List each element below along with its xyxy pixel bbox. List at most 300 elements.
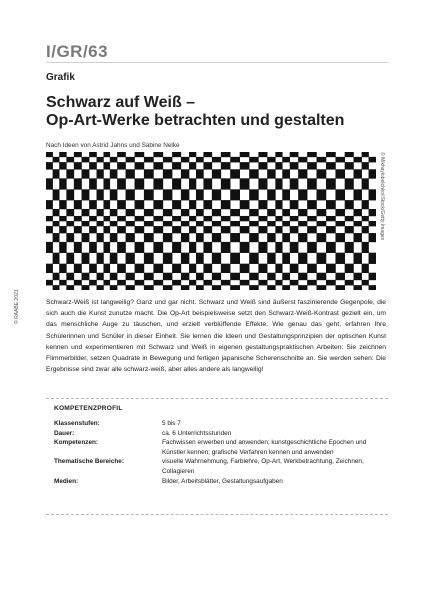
- op-art-square: [258, 226, 267, 233]
- profile-row-media: [54, 477, 374, 487]
- op-art-square: [335, 273, 345, 280]
- profile-value: Bilder, Arbeitsblätter, Gestaltungsaufgaben: [162, 477, 283, 485]
- publisher-copyright: [14, 288, 22, 328]
- op-art-square: [196, 169, 204, 178]
- op-art-square: [163, 221, 173, 226]
- op-art-square: [362, 152, 369, 157]
- op-art-square: [46, 242, 53, 253]
- op-art-square: [316, 233, 326, 242]
- op-art-square: [59, 226, 66, 233]
- op-art-square: [153, 162, 163, 169]
- profile-value: ca. 6 Unterrichtsstunden: [162, 429, 232, 437]
- op-art-square: [97, 189, 104, 200]
- op-art-square: [275, 242, 282, 253]
- op-art-square: [144, 157, 154, 163]
- op-art-square: [46, 280, 53, 286]
- profile-label: Medien:: [54, 477, 79, 485]
- unit-code: I/GR/63: [46, 42, 109, 61]
- op-art-square: [153, 242, 163, 253]
- op-art-square: [282, 253, 290, 264]
- op-art-square: [82, 233, 90, 242]
- op-art-square: [66, 169, 74, 178]
- op-art-square: [249, 209, 259, 216]
- op-art-square: [103, 280, 110, 286]
- op-art-square: [110, 169, 118, 178]
- op-art-square: [153, 200, 163, 209]
- op-art-checkerboard: [46, 152, 376, 290]
- op-art-square: [189, 152, 196, 157]
- op-art-square: [307, 162, 317, 169]
- op-art-square: [53, 209, 60, 216]
- op-art-square: [110, 189, 118, 200]
- op-art-square: [66, 221, 74, 226]
- op-art-square: [362, 162, 369, 169]
- profile-label: Klassenstufen:: [54, 420, 100, 427]
- op-art-square: [353, 253, 361, 264]
- op-art-square: [117, 152, 126, 157]
- op-art-square: [316, 157, 326, 163]
- op-art-square: [135, 280, 145, 286]
- op-art-square: [103, 200, 110, 209]
- op-art-image: [46, 152, 376, 290]
- op-art-square: [172, 216, 181, 221]
- op-art-square: [212, 157, 221, 163]
- op-art-square: [163, 189, 173, 200]
- op-art-square: [230, 169, 240, 178]
- op-art-square: [59, 162, 66, 169]
- op-art-square: [163, 253, 173, 264]
- op-art-square: [282, 209, 290, 216]
- op-art-square: [126, 233, 135, 242]
- op-art-square: [163, 233, 173, 242]
- profile-label: Kompetenzen:: [54, 439, 99, 447]
- op-art-square: [307, 152, 317, 157]
- op-art-square: [249, 169, 259, 178]
- competence-profile: [54, 419, 374, 486]
- op-art-square: [126, 253, 135, 264]
- op-art-square: [230, 285, 240, 290]
- op-art-square: [267, 169, 275, 178]
- profile-top-divider: [46, 398, 388, 399]
- op-art-square: [163, 157, 173, 163]
- op-art-square: [267, 273, 275, 280]
- op-art-square: [153, 280, 163, 286]
- op-art-square: [163, 209, 173, 216]
- op-art-square: [103, 178, 110, 189]
- op-art-square: [230, 157, 240, 163]
- op-art-square: [275, 226, 282, 233]
- op-art-square: [74, 162, 82, 169]
- op-art-square: [290, 226, 299, 233]
- op-art-square: [196, 253, 204, 264]
- op-art-square: [369, 233, 376, 242]
- op-art-square: [267, 285, 275, 290]
- op-art-square: [117, 178, 126, 189]
- op-art-square: [66, 189, 74, 200]
- op-art-square: [267, 189, 275, 200]
- op-art-square: [59, 216, 66, 221]
- op-art-square: [82, 273, 90, 280]
- op-art-square: [89, 226, 97, 233]
- op-art-square: [196, 157, 204, 163]
- op-art-square: [369, 209, 376, 216]
- op-art-square: [345, 178, 354, 189]
- op-art-square: [326, 200, 336, 209]
- op-art-square: [89, 178, 97, 189]
- op-art-square: [298, 209, 307, 216]
- op-art-square: [353, 189, 361, 200]
- op-art-square: [189, 280, 196, 286]
- op-art-square: [135, 216, 145, 221]
- op-art-square: [82, 157, 90, 163]
- op-art-square: [163, 169, 173, 178]
- header-divider: [46, 62, 388, 63]
- op-art-square: [89, 216, 97, 221]
- op-art-square: [59, 280, 66, 286]
- op-art-square: [59, 178, 66, 189]
- op-art-square: [290, 178, 299, 189]
- op-art-square: [326, 264, 336, 273]
- op-art-square: [230, 209, 240, 216]
- op-art-square: [66, 253, 74, 264]
- op-art-square: [240, 280, 250, 286]
- intro-paragraph: Schwarz-Weiß ist langweilig? Ganz und gar nicht. Schwarz und Weiß sind äußerst faszinierende Gegenpole, die sich auch die Kunst zunutze macht. Die Op-Art beispielsweise setzt den Schwarz-Weiß-Kontrast gezielt ein, um das menschliche Auge zu täuschen, und erzielt verblüffende Effekte. Wie genau das geht, erfahren Ihre Schülerinnen und Schüler in dieser Einheit. Sie lernen die Ideen und Gestaltungsprinzipien der optischen Kunst kennen und experimentieren mit Schwarz und Weiß in eigenen gestaltungspraktischen Arbeiten: Sie zeichnen Flimmerbilder, setzen Quadrate in Bewegung und fertigen japanische Scherenschnitte an. Sie werden sehen: Die Ergebnisse sind zwar alle schwarz-weiß, aber alles andere als langweilig!: [46, 299, 386, 374]
- op-art-square: [316, 253, 326, 264]
- op-art-square: [345, 264, 354, 273]
- op-art-square: [240, 264, 250, 273]
- op-art-square: [172, 280, 181, 286]
- op-art-square: [126, 189, 135, 200]
- op-art-square: [345, 226, 354, 233]
- op-art-square: [275, 280, 282, 286]
- op-art-square: [46, 178, 53, 189]
- op-art-square: [117, 162, 126, 169]
- op-art-square: [326, 280, 336, 286]
- authors-line: Nach Ideen von Astrid Jahns und Sabine Nelke: [46, 142, 180, 149]
- op-art-square: [66, 233, 74, 242]
- op-art-square: [230, 253, 240, 264]
- op-art-square: [290, 200, 299, 209]
- op-art-square: [298, 233, 307, 242]
- op-art-square: [307, 178, 317, 189]
- op-art-square: [221, 242, 231, 253]
- op-art-square: [362, 178, 369, 189]
- op-art-square: [335, 221, 345, 226]
- op-art-square: [126, 285, 135, 290]
- op-art-square: [230, 273, 240, 280]
- op-art-square: [203, 178, 212, 189]
- op-art-square: [97, 209, 104, 216]
- op-art-square: [290, 264, 299, 273]
- op-art-square: [53, 233, 60, 242]
- op-art-square: [110, 157, 118, 163]
- op-art-square: [249, 233, 259, 242]
- op-art-square: [212, 233, 221, 242]
- op-art-square: [117, 280, 126, 286]
- op-art-square: [181, 169, 189, 178]
- op-art-square: [144, 189, 154, 200]
- op-art-square: [172, 242, 181, 253]
- op-art-square: [97, 253, 104, 264]
- op-art-square: [126, 157, 135, 163]
- op-art-square: [153, 264, 163, 273]
- op-art-square: [103, 162, 110, 169]
- op-art-square: [267, 157, 275, 163]
- op-art-square: [181, 189, 189, 200]
- op-art-square: [144, 285, 154, 290]
- op-art-square: [172, 200, 181, 209]
- op-art-square: [135, 178, 145, 189]
- op-art-square: [144, 209, 154, 216]
- op-art-square: [258, 162, 267, 169]
- op-art-square: [110, 209, 118, 216]
- op-art-square: [53, 169, 60, 178]
- op-art-square: [307, 216, 317, 221]
- op-art-square: [203, 200, 212, 209]
- op-art-square: [74, 178, 82, 189]
- op-art-square: [46, 200, 53, 209]
- op-art-square: [353, 157, 361, 163]
- op-art-square: [46, 216, 53, 221]
- profile-row-topics: [54, 457, 374, 476]
- op-art-square: [326, 216, 336, 221]
- op-art-square: [82, 285, 90, 290]
- op-art-square: [172, 226, 181, 233]
- op-art-square: [326, 162, 336, 169]
- op-art-square: [196, 273, 204, 280]
- op-art-square: [267, 253, 275, 264]
- op-art-square: [97, 273, 104, 280]
- op-art-square: [267, 233, 275, 242]
- op-art-square: [196, 233, 204, 242]
- op-art-square: [97, 157, 104, 163]
- op-art-square: [369, 285, 376, 290]
- op-art-square: [103, 216, 110, 221]
- op-art-square: [282, 233, 290, 242]
- op-art-square: [240, 152, 250, 157]
- op-art-square: [335, 285, 345, 290]
- op-art-square: [82, 221, 90, 226]
- op-art-square: [353, 285, 361, 290]
- op-art-square: [230, 221, 240, 226]
- op-art-square: [249, 285, 259, 290]
- op-art-square: [212, 189, 221, 200]
- op-art-square: [369, 189, 376, 200]
- op-art-square: [53, 221, 60, 226]
- op-art-square: [353, 273, 361, 280]
- op-art-square: [240, 242, 250, 253]
- op-art-square: [117, 264, 126, 273]
- op-art-square: [298, 169, 307, 178]
- op-art-square: [82, 169, 90, 178]
- op-art-square: [258, 242, 267, 253]
- image-credit: [378, 152, 386, 290]
- profile-row-duration: [54, 429, 374, 439]
- op-art-square: [189, 226, 196, 233]
- op-art-square: [74, 242, 82, 253]
- op-art-square: [275, 152, 282, 157]
- op-art-square: [103, 152, 110, 157]
- profile-label: Thematische Bereiche:: [54, 458, 124, 466]
- op-art-square: [59, 152, 66, 157]
- op-art-square: [362, 200, 369, 209]
- op-art-square: [117, 200, 126, 209]
- op-art-square: [298, 157, 307, 163]
- op-art-square: [249, 253, 259, 264]
- op-art-square: [66, 209, 74, 216]
- op-art-square: [126, 221, 135, 226]
- op-art-square: [82, 209, 90, 216]
- op-art-square: [66, 273, 74, 280]
- op-art-square: [345, 200, 354, 209]
- op-art-square: [221, 162, 231, 169]
- op-art-square: [189, 178, 196, 189]
- op-art-square: [345, 162, 354, 169]
- op-art-square: [53, 157, 60, 163]
- op-art-square: [89, 280, 97, 286]
- op-art-square: [153, 226, 163, 233]
- op-art-square: [335, 253, 345, 264]
- op-art-square: [189, 200, 196, 209]
- op-art-square: [74, 200, 82, 209]
- op-art-square: [172, 264, 181, 273]
- op-art-square: [258, 178, 267, 189]
- op-art-square: [221, 226, 231, 233]
- op-art-square: [135, 226, 145, 233]
- op-art-square: [163, 273, 173, 280]
- op-art-square: [97, 233, 104, 242]
- op-art-square: [275, 162, 282, 169]
- op-art-square: [110, 233, 118, 242]
- op-art-square: [221, 280, 231, 286]
- op-art-square: [282, 169, 290, 178]
- op-art-square: [316, 285, 326, 290]
- op-art-square: [369, 221, 376, 226]
- op-art-square: [110, 221, 118, 226]
- op-art-square: [135, 242, 145, 253]
- op-art-square: [275, 264, 282, 273]
- op-art-square: [275, 200, 282, 209]
- op-art-square: [212, 209, 221, 216]
- op-art-square: [163, 285, 173, 290]
- op-art-square: [307, 264, 317, 273]
- op-art-square: [316, 189, 326, 200]
- op-art-square: [46, 152, 53, 157]
- op-art-square: [353, 209, 361, 216]
- op-art-square: [240, 162, 250, 169]
- profile-label: Dauer:: [54, 429, 75, 437]
- op-art-square: [275, 216, 282, 221]
- op-art-square: [316, 273, 326, 280]
- op-art-square: [196, 209, 204, 216]
- op-art-square: [189, 162, 196, 169]
- op-art-square: [353, 221, 361, 226]
- op-art-square: [353, 233, 361, 242]
- op-art-square: [89, 162, 97, 169]
- op-art-square: [196, 189, 204, 200]
- op-art-square: [369, 157, 376, 163]
- op-art-square: [249, 273, 259, 280]
- op-art-square: [267, 221, 275, 226]
- op-art-square: [144, 253, 154, 264]
- op-art-square: [212, 273, 221, 280]
- op-art-square: [362, 264, 369, 273]
- op-art-square: [353, 169, 361, 178]
- op-art-square: [53, 189, 60, 200]
- op-art-square: [153, 216, 163, 221]
- op-art-square: [230, 189, 240, 200]
- op-art-square: [362, 226, 369, 233]
- op-art-square: [345, 242, 354, 253]
- op-art-square: [275, 178, 282, 189]
- op-art-square: [258, 264, 267, 273]
- op-art-square: [326, 242, 336, 253]
- op-art-square: [369, 273, 376, 280]
- op-art-square: [97, 221, 104, 226]
- op-art-square: [298, 273, 307, 280]
- op-art-square: [82, 189, 90, 200]
- op-art-square: [240, 226, 250, 233]
- op-art-square: [66, 285, 74, 290]
- op-art-square: [59, 200, 66, 209]
- category-label: Grafik: [46, 72, 75, 83]
- op-art-square: [74, 280, 82, 286]
- op-art-square: [345, 152, 354, 157]
- op-art-square: [53, 253, 60, 264]
- profile-value: Fachwissen erwerben und anwenden; kunstgeschichtliche Epochen und Künstler kennen; grafische Verfahren kennen und anwenden: [162, 439, 367, 456]
- op-art-square: [117, 226, 126, 233]
- op-art-square: [189, 264, 196, 273]
- op-art-square: [335, 169, 345, 178]
- op-art-square: [59, 242, 66, 253]
- op-art-square: [135, 152, 145, 157]
- op-art-square: [53, 273, 60, 280]
- op-art-square: [172, 162, 181, 169]
- op-art-square: [181, 157, 189, 163]
- publisher-copyright-text: © RAABE 2021: [14, 289, 20, 324]
- op-art-square: [144, 233, 154, 242]
- op-art-square: [181, 285, 189, 290]
- op-art-square: [249, 221, 259, 226]
- op-art-square: [282, 157, 290, 163]
- op-art-square: [258, 200, 267, 209]
- op-art-square: [240, 216, 250, 221]
- op-art-square: [203, 280, 212, 286]
- title-line-2: Op-Art-Werke betrachten und gestalten: [46, 112, 345, 129]
- profile-value: 5 bis 7: [162, 420, 181, 427]
- op-art-square: [290, 152, 299, 157]
- op-art-square: [282, 221, 290, 226]
- op-art-square: [135, 200, 145, 209]
- op-art-square: [126, 169, 135, 178]
- op-art-square: [290, 242, 299, 253]
- op-art-square: [181, 253, 189, 264]
- op-art-square: [298, 253, 307, 264]
- op-art-square: [53, 285, 60, 290]
- op-art-square: [203, 152, 212, 157]
- op-art-square: [172, 152, 181, 157]
- page-title: [46, 94, 386, 130]
- op-art-square: [46, 162, 53, 169]
- op-art-square: [97, 285, 104, 290]
- op-art-square: [203, 162, 212, 169]
- op-art-square: [126, 209, 135, 216]
- op-art-square: [369, 253, 376, 264]
- op-art-square: [316, 209, 326, 216]
- op-art-square: [307, 226, 317, 233]
- op-art-square: [181, 221, 189, 226]
- op-art-square: [307, 242, 317, 253]
